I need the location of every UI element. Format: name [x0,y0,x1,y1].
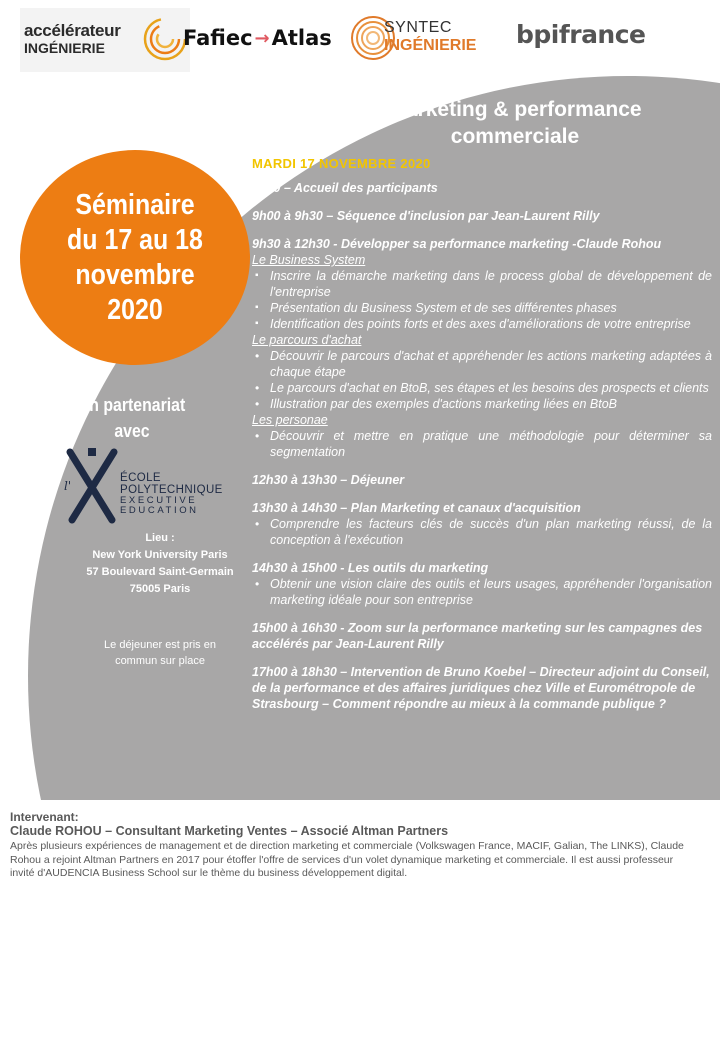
bpifrance-logo [516,14,646,54]
partnership-label: En partenariat avec [78,395,186,441]
bpifrance-word: bpifrance [516,19,646,49]
executive-word: EXECUTIVE [120,495,198,507]
slot-public-procurement: 17h00 à 18h30 – Intervention de Bruno Koebel – Directeur adjoint du Conseil, de la performance et des affaires juridiques chez Ville et Eurométropole de Strasbourg – Comment répondre au mieux à la commande publique ? [252,665,710,711]
syntec-logo-word: SYNTEC [384,19,452,36]
slot-inclusion: 9h00 à 9h30 – Séquence d'inclusion par Jean-Laurent Rilly [252,209,600,223]
speaker-block [10,810,700,881]
list-item: • Le parcours d'achat en BtoB, ses étapes et les besoins des prospects et clients [252,380,712,396]
page-title: Marketing & performance commerciale [388,98,642,148]
accelerateur-logo-subword: INGÉNIERIE [24,40,105,56]
slot-marketing-tools: 14h30 à 15h00 - Les outils du marketing [252,561,489,575]
seminar-date-badge [20,150,250,365]
bullet-list-personae [252,428,712,460]
fafiec-atlas-logo [183,18,332,58]
venue-name: New York University Paris [92,549,228,561]
bullet-list-marketing-tools [252,576,712,608]
venue-block [70,530,250,598]
program-schedule [252,156,712,712]
syntec-logo-subword: INGÉNIERIE [384,37,477,54]
education-word: EDUCATION [120,505,199,517]
venue-city: 75005 Paris [129,583,191,595]
seminar-date-text: Séminaire du 17 au 18 novembre 2020 [67,188,203,326]
venue-label: Lieu : [145,532,175,544]
speaker-bio: Après plusieurs expériences de management et de direction marketing et commerciale (Volkswagen France, MACIF, Galian, The LINKS), Claude Rohou a rejoint Altman Partners en 2017 pour étoffer l'offre de services d'un volet dynamique marketing et commerciale. Il est aussi professeur invité d'AUDENCIA Business School sur le thème du business développement digital. [10,840,684,879]
accelerateur-swirl-icon [142,16,188,62]
list-item: • Découvrir le parcours d'achat et appréhender les actions marketing adaptées à chaque étape [252,348,712,380]
program-day: MARDI 17 NOVEMBRE 2020 [252,156,431,171]
slot-lunch: 12h30 à 13h30 – Déjeuner [252,473,405,487]
accelerateur-ingenierie-logo [20,8,190,72]
partner-logos-bar [0,0,720,80]
venue-street: 57 Boulevard Saint-Germain [86,566,234,578]
bullet-list-parcours-achat [252,348,712,412]
slot-welcome: 8h30 – Accueil des participants [252,181,438,195]
slot-marketing-plan: 13h30 à 14h30 – Plan Marketing et canaux d'acquisition [252,501,581,515]
list-item: ▪ Présentation du Business System et de ses différentes phases [252,300,712,316]
list-item: • Obtenir une vision claire des outils et leurs usages, appréhender l'organisation marketing idéale pour son entreprise [252,576,712,608]
list-item: ▪ Identification des points forts et des axes d'améliorations de votre entreprise [252,316,712,332]
ecole-polytechnique-wordmark [120,472,223,516]
svg-text:l': l' [64,479,72,493]
bullet-list-business-system [252,268,712,332]
fafiec-word: Fafiec [183,26,253,50]
atlas-word: Atlas [271,26,332,50]
syntec-ingenierie-logo [350,6,477,70]
subheading-business-system: Le Business System [252,253,366,267]
list-item: • Illustration par des exemples d'actions marketing liées en BtoB [252,396,712,412]
list-item: ▪ Inscrire la démarche marketing dans le process global de développement de l'entreprise [252,268,712,300]
list-item: • Découvrir et mettre en pratique une méthodologie pour déterminer sa segmentation [252,428,712,460]
subheading-parcours-achat: Le parcours d'achat [252,333,362,347]
list-item: • Comprendre les facteurs clés de succès d'un plan marketing réussi, de la conception à l'exécution [252,516,712,548]
lunch-note: Le déjeuner est pris en commun sur place [104,639,216,667]
speaker-name: Claude ROHOU – Consultant Marketing Ventes – Associé Altman Partners [10,824,449,838]
bullet-list-marketing-plan [252,516,712,548]
accelerateur-logo-word: accélérateur [24,21,121,40]
subheading-personae: Les personae [252,413,328,427]
slot-marketing-performance: 9h30 à 12h30 - Développer sa performance marketing -Claude Rohou [252,237,662,251]
speaker-label: Intervenant: [10,810,79,824]
ecole-word: ÉCOLE [120,472,161,484]
arrow-right-icon: → [254,27,270,49]
polytechnique-word: POLYTECHNIQUE [120,484,223,497]
slot-zoom-performance: 15h00 à 16h30 - Zoom sur la performance marketing sur les campagnes des accélérés par Jean-Laurent Rilly [252,621,703,651]
